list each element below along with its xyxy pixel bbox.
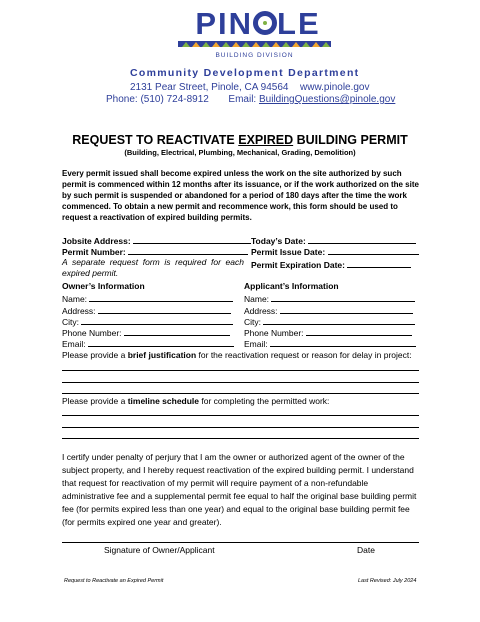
owner-phone-field[interactable]	[62, 327, 230, 338]
justification-line-1[interactable]	[62, 370, 419, 371]
todays-date-label: Today’s Date:	[251, 236, 306, 246]
contact-line	[106, 94, 395, 105]
separate-form-note: A separate request form is required for each expired permit.	[62, 257, 244, 278]
footer-revision-date: Last Revised: July 2024	[358, 578, 417, 584]
timeline-line-1[interactable]	[62, 415, 419, 416]
intro-paragraph: Every permit issued shall become expired unless the work on the site authorized by such permit is commenced within 12 months after its issuance, or if the work authorized on the site by such permit is suspended or abandoned for a period of 180 days after the time the work commenced. To obtain a new permit and recommence work, this form should be used to request a reactivation of expired building permits.	[62, 169, 419, 222]
owner-phone-label: Phone Number:	[62, 328, 122, 338]
justification-prompt-tail: for the reactivation request or reason for delay in project:	[196, 350, 412, 360]
permit-expiration-date-line[interactable]	[347, 259, 411, 268]
applicant-email-field[interactable]	[244, 338, 416, 349]
website-link[interactable]: www.pinole.gov	[300, 82, 370, 93]
owner-address-label: Address:	[62, 306, 96, 316]
applicant-phone-field[interactable]	[244, 327, 412, 338]
todays-date-field[interactable]	[251, 235, 416, 246]
department-name: Community Development Department	[130, 67, 360, 79]
logo-o-icon	[253, 11, 277, 35]
timeline-prompt-emphasis: timeline schedule	[127, 396, 200, 406]
applicant-name-line[interactable]	[271, 293, 415, 302]
applicant-address-line[interactable]	[280, 305, 413, 314]
title-emphasis: EXPIRED	[238, 133, 294, 147]
email-label: Email:	[228, 94, 259, 105]
title-part-2: BUILDING PERMIT	[293, 133, 408, 147]
applicant-phone-label: Phone Number:	[244, 328, 304, 338]
email-link[interactable]: BuildingQuestions@pinole.gov	[258, 94, 396, 105]
owner-city-line[interactable]	[81, 316, 233, 325]
applicant-city-field[interactable]	[244, 316, 415, 327]
date-label: Date	[357, 545, 375, 555]
owner-email-label: Email:	[62, 339, 86, 349]
owner-info-heading: Owner’s Information	[62, 281, 145, 291]
permit-expiration-date-field[interactable]	[251, 259, 411, 270]
justification-prompt	[62, 350, 412, 360]
department-address-line	[130, 82, 370, 93]
timeline-line-3[interactable]	[62, 438, 419, 439]
applicant-email-line[interactable]	[270, 338, 416, 347]
jobsite-address-line[interactable]	[133, 235, 251, 244]
logo-text-right: LE	[277, 6, 321, 41]
pinole-logo	[178, 8, 338, 40]
applicant-phone-line[interactable]	[306, 327, 412, 336]
street-address: 2131 Pear Street, Pinole, CA 94564	[130, 82, 289, 93]
owner-name-label: Name:	[62, 294, 88, 304]
title-part-1: REQUEST TO REACTIVATE	[72, 133, 239, 147]
jobsite-address-label: Jobsite Address:	[62, 236, 131, 246]
justification-line-2[interactable]	[62, 382, 419, 383]
permit-issue-date-label: Permit Issue Date:	[251, 247, 326, 257]
page-subtitle: (Building, Electrical, Plumbing, Mechanical, Grading, Demolition)	[124, 148, 356, 157]
permit-number-field[interactable]	[62, 246, 248, 257]
owner-phone-line[interactable]	[124, 327, 230, 336]
footer-form-name: Request to Reactivate an Expired Permit	[64, 578, 164, 584]
todays-date-line[interactable]	[308, 235, 416, 244]
phone-number: Phone: (510) 724-8912	[106, 94, 209, 105]
applicant-address-label: Address:	[244, 306, 278, 316]
permit-number-label: Permit Number:	[62, 247, 126, 257]
signature-label: Signature of Owner/Applicant	[104, 545, 215, 555]
logo-decorative-band	[178, 41, 331, 47]
owner-email-line[interactable]	[88, 338, 234, 347]
logo-text-left: PIN	[195, 6, 254, 41]
permit-issue-date-field[interactable]	[251, 246, 419, 257]
timeline-prompt	[62, 396, 329, 406]
certification-paragraph: I certify under penalty of perjury that I am the owner or authorized agent of the owner of the subject property, and I hereby request reactivation of the expired building permit. I understand that request for reactivation of my permit will require payment of a non-refundable administrative fee and a supplemental permit fee equal to half the original base building permit fee (for permits expired less than one year) and equal to the original base building permit fee (for permits expired one year and greater).	[62, 452, 417, 527]
timeline-prompt-lead: Please provide a	[62, 396, 128, 406]
owner-name-line[interactable]	[89, 293, 233, 302]
owner-address-field[interactable]	[62, 305, 231, 316]
owner-city-field[interactable]	[62, 316, 233, 327]
applicant-email-label: Email:	[244, 339, 268, 349]
applicant-name-label: Name:	[244, 294, 270, 304]
applicant-city-label: City:	[244, 317, 261, 327]
permit-expiration-date-label: Permit Expiration Date:	[251, 260, 345, 270]
signature-line[interactable]	[62, 542, 419, 543]
justification-line-3[interactable]	[62, 393, 419, 394]
permit-issue-date-line[interactable]	[328, 246, 419, 255]
page-title	[0, 133, 480, 147]
justification-prompt-lead: Please provide a	[62, 350, 128, 360]
applicant-info-heading: Applicant’s Information	[244, 281, 339, 291]
owner-email-field[interactable]	[62, 338, 234, 349]
applicant-address-field[interactable]	[244, 305, 413, 316]
owner-address-line[interactable]	[98, 305, 231, 314]
timeline-prompt-tail: for completing the permitted work:	[199, 396, 330, 406]
timeline-line-2[interactable]	[62, 427, 419, 428]
logo-subtitle: BUILDING DIVISION	[215, 52, 294, 59]
owner-name-field[interactable]	[62, 293, 233, 304]
owner-city-label: City:	[62, 317, 79, 327]
applicant-city-line[interactable]	[263, 316, 415, 325]
applicant-name-field[interactable]	[244, 293, 415, 304]
permit-number-line[interactable]	[128, 246, 248, 255]
justification-prompt-emphasis: brief justification	[127, 350, 197, 360]
jobsite-address-field[interactable]	[62, 235, 251, 246]
